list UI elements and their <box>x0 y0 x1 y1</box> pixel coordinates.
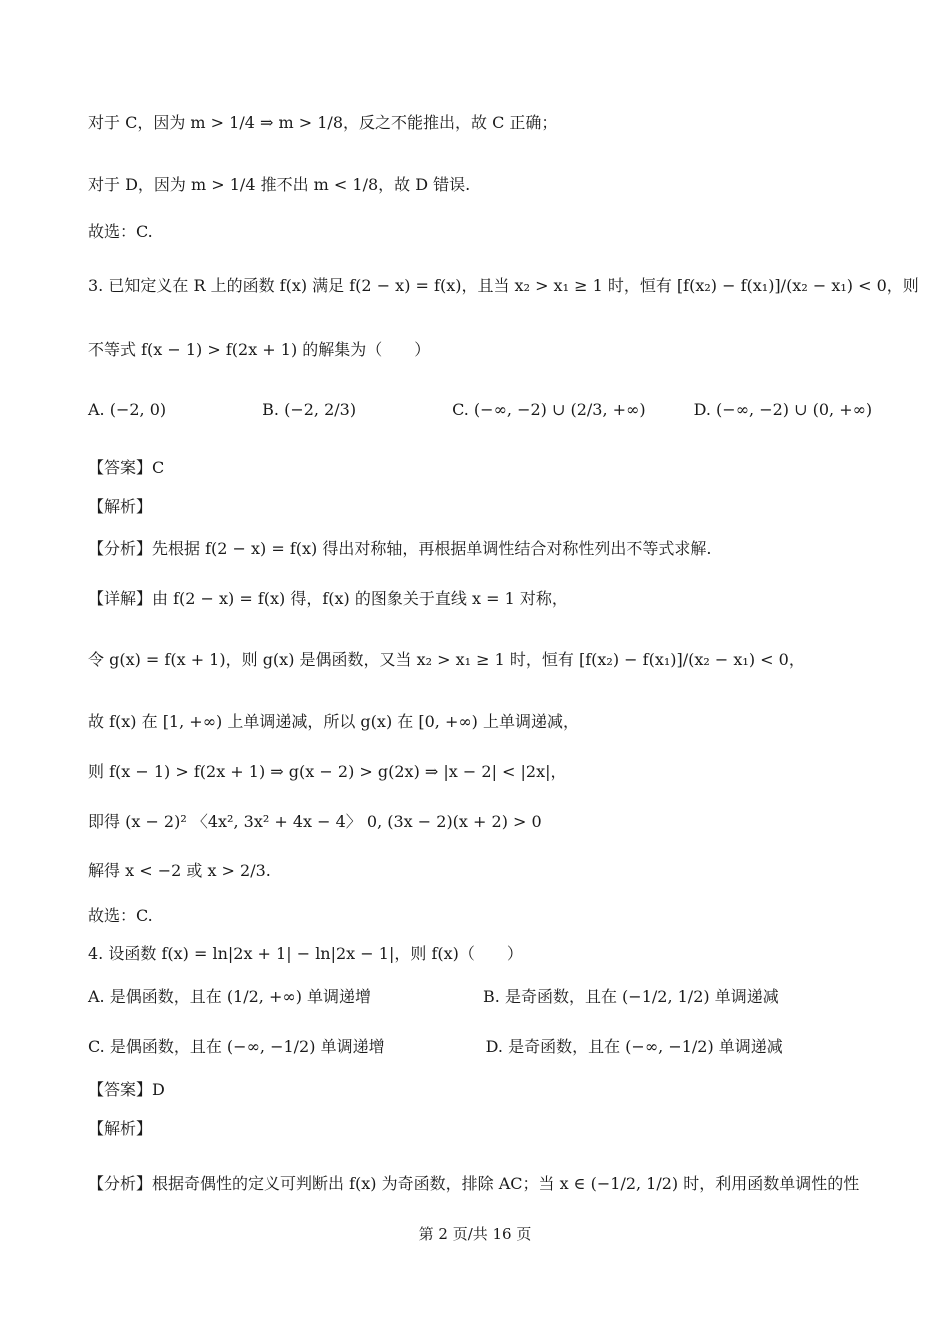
text-line-14: 即得 (x − 2)² 〈4x², 3x² + 4x − 4〉 0, (3x − 2)(x + 2) > 0 <box>88 812 542 831</box>
text-line-2: 对于 D，因为 m > 1/4 推不出 m < 1/8，故 D 错误. <box>88 175 471 194</box>
text-line-15: 解得 x < −2 或 x > 2/3. <box>88 861 271 880</box>
page-footer: 第 2 页/共 16 页 <box>418 1225 532 1243</box>
text-line-11: 令 g(x) = f(x + 1)，则 g(x) 是偶函数，又当 x₂ > x₁ ≥ 1 时，恒有 [f(x₂) − f(x₁)]/(x₂ − x₁) < 0， <box>88 650 805 669</box>
text-line-20: 【答案】D <box>88 1080 165 1099</box>
text-line-12: 故 f(x) 在 [1, +∞) 上单调递减，所以 g(x) 在 [0, +∞) 上单调递减， <box>88 712 580 731</box>
text-line-1: 对于 C，因为 m > 1/4 ⇒ m > 1/8，反之不能推出，故 C 正确； <box>88 113 558 132</box>
text-line-4: 3. 已知定义在 R 上的函数 f(x) 满足 f(2 − x) = f(x)，且当 x₂ > x₁ ≥ 1 时，恒有 [f(x₂) − f(x₁)]/(x₂ − x₁) < 0，则 <box>88 276 919 295</box>
text-line-18: A. 是偶函数，且在 (1/2, +∞) 单调递增 B. 是奇函数，且在 (−1/2, 1/2) 单调递减 <box>88 987 779 1006</box>
text-line-3: 故选：C. <box>88 222 153 241</box>
text-line-7: 【答案】C <box>88 458 165 477</box>
text-line-13: 则 f(x − 1) > f(2x + 1) ⇒ g(x − 2) > g(2x) ⇒ |x − 2| < |2x|， <box>88 762 567 781</box>
text-line-5: 不等式 f(x − 1) > f(2x + 1) 的解集为（ ） <box>88 340 431 359</box>
text-line-21: 【解析】 <box>88 1119 153 1138</box>
text-line-9: 【分析】先根据 f(2 − x) = f(x) 得出对称轴，再根据单调性结合对称性列出不等式求解. <box>88 539 712 558</box>
text-line-22: 【分析】根据奇偶性的定义可判断出 f(x) 为奇函数，排除 AC；当 x ∈ (−1/2, 1/2) 时，利用函数单调性的性 <box>88 1174 860 1193</box>
text-line-19: C. 是偶函数，且在 (−∞, −1/2) 单调递增 D. 是奇函数，且在 (−∞, −1/2) 单调递减 <box>88 1037 783 1056</box>
text-line-16: 故选：C. <box>88 906 153 925</box>
text-line-17: 4. 设函数 f(x) = ln|2x + 1| − ln|2x − 1|，则 f(x)（ ） <box>88 944 523 963</box>
text-line-8: 【解析】 <box>88 497 153 516</box>
text-line-10: 【详解】由 f(2 − x) = f(x) 得，f(x) 的图象关于直线 x = 1 对称， <box>88 589 568 608</box>
text-line-6: A. (−2, 0) B. (−2, 2/3) C. (−∞, −2) ∪ (2/3, +∞) D. (−∞, −2) ∪ (0, +∞) <box>88 400 873 419</box>
